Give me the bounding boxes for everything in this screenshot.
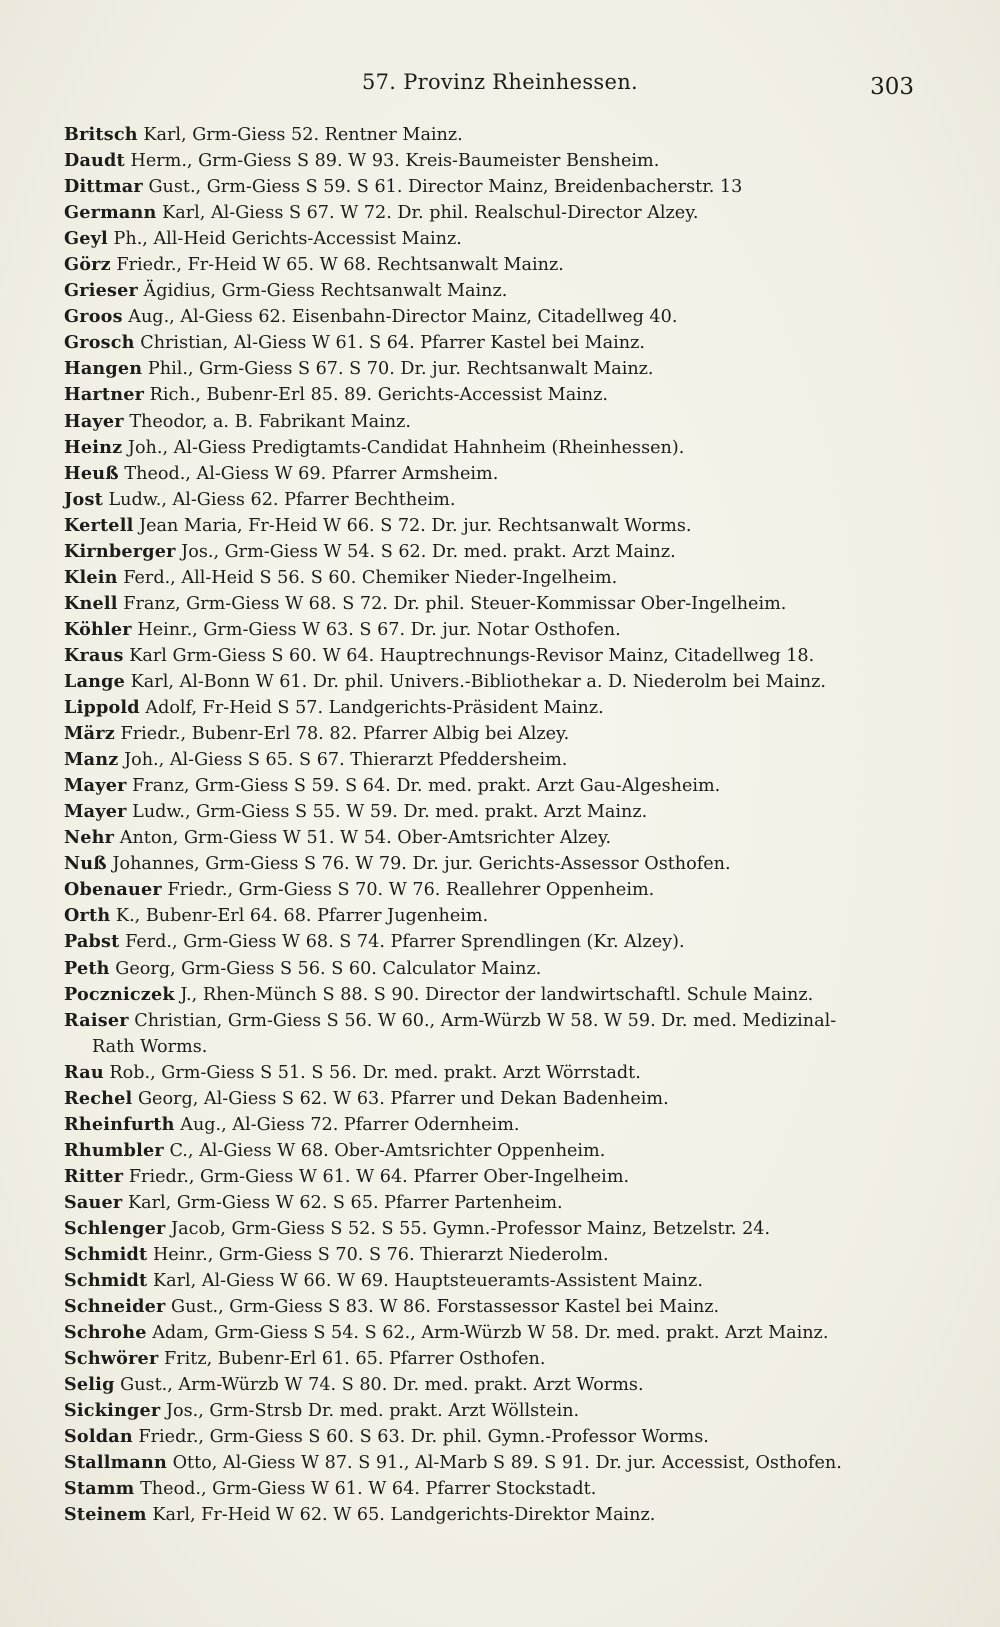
entry-details: Friedr., Grm-Giess S 70. W 76. Reallehrer Oppenheim. [167,880,655,901]
entry-surname: Orth [64,905,111,927]
entry-line [64,464,498,484]
entry-surname: Jost [64,488,103,510]
entry-surname: Lange [64,670,126,692]
entry-surname: Manz [64,749,119,771]
entry-surname: Pabst [64,931,120,953]
entry-details: Gust., Grm-Giess S 59. S 61. Director Mainz, Breidenbacherstr. 13 [148,177,743,198]
entry-surname: Grosch [64,332,135,354]
entry-details: Theod., Al-Giess W 69. Pfarrer Armsheim. [124,463,499,484]
entry-line [64,1505,655,1525]
entry-details: Franz, Grm-Giess S 59. S 64. Dr. med. prakt. Arzt Gau-Algesheim. [132,776,721,797]
entry-surname: Stallmann [64,1452,167,1474]
entry-continuation: Rath Worms. [92,1036,208,1057]
list-item [64,1424,934,1450]
entry-surname: Rechel [64,1087,133,1109]
entry-line [64,438,684,458]
entry-details: Georg, Grm-Giess S 56. S 60. Calculator Mainz. [115,958,542,979]
entry-details: Phil., Grm-Giess S 67. S 70. Dr. jur. Rechtsanwalt Mainz. [147,359,654,380]
entry-surname: Schwörer [64,1348,159,1370]
entry-surname: Daudt [64,150,125,172]
entry-line [64,828,611,848]
entry-details: Jos., Grm-Strsb Dr. med. prakt. Arzt Wöllstein. [165,1401,580,1422]
list-item [64,278,934,304]
list-item [64,200,934,226]
entry-line [64,854,731,874]
entry-details: Theod., Grm-Giess W 61. W 64. Pfarrer Stockstadt. [140,1479,597,1500]
entry-surname: Mayer [64,775,127,797]
entry-details: Rich., Bubenr-Erl 85. 89. Gerichts-Accessist Mainz. [149,385,609,406]
entry-line [64,932,685,952]
entry-details: Theodor, a. B. Fabrikant Mainz. [129,411,411,432]
entry-surname: Görz [64,254,111,276]
entry-line [64,1375,644,1395]
entry-details: Karl Grm-Giess S 60. W 64. Hauptrechnungs-Revisor Mainz, Citadellweg 18. [129,645,815,666]
list-item [64,226,934,252]
list-item [64,877,934,903]
list-item [64,1060,934,1086]
entry-details: Aug., Al-Giess 72. Pfarrer Odernheim. [180,1114,520,1135]
entry-line [64,802,647,822]
entry-details: Franz, Grm-Giess W 68. S 72. Dr. phil. Steuer-Kommissar Ober-Ingelheim. [123,593,787,614]
entry-surname: Raiser [64,1009,129,1031]
entry-details: Karl, Al-Giess W 66. W 69. Hauptsteueramts-Assistent Mainz. [152,1271,703,1292]
entry-surname: Obenauer [64,879,162,901]
list-item [64,1242,934,1268]
list-item [64,1138,934,1164]
entry-line [64,620,621,640]
entry-line [64,724,569,744]
entry-details: Joh., Al-Giess S 65. S 67. Thierarzt Pfeddersheim. [124,750,568,771]
entry-line [64,1063,641,1083]
list-item [64,1294,934,1320]
entry-details: Gust., Grm-Giess S 83. W 86. Forstassessor Kastel bei Mainz. [171,1297,720,1318]
entry-surname: Groos [64,306,123,328]
entry-line [64,750,567,770]
list-item [64,122,934,148]
entry-details: Karl, Fr-Heid W 62. W 65. Landgerichts-Direktor Mainz. [152,1505,656,1526]
entry-line [64,1245,609,1265]
entry-line [64,1141,605,1161]
entry-line [64,1193,563,1213]
list-item [64,721,934,747]
entry-details: C., Al-Giess W 68. Ober-Amtsrichter Oppenheim. [169,1140,606,1161]
entry-line [64,1219,770,1239]
entry-details: J., Rhen-Münch S 88. S 90. Director der landwirtschaftl. Schule Mainz. [180,984,814,1005]
entry-line [64,672,826,692]
entry-details: Anton, Grm-Giess W 51. W 54. Ober-Amtsrichter Alzey. [119,828,612,849]
list-item [64,461,934,487]
entry-line [64,985,813,1005]
entry-line [64,255,564,275]
list-item [64,1112,934,1138]
entry-details: Karl, Grm-Giess 52. Rentner Mainz. [143,125,463,145]
list-item [64,982,934,1008]
entry-surname: Nuß [64,853,107,875]
entry-line [64,1167,629,1187]
entry-surname: Selig [64,1374,115,1396]
list-item [64,304,934,330]
list-item [64,773,934,799]
entry-surname: Peth [64,957,110,979]
list-item [64,929,934,955]
entry-line [64,568,617,588]
entry-details: Friedr., Grm-Giess W 61. W 64. Pfarrer Ober-Ingelheim. [128,1166,630,1187]
entry-line [64,151,659,171]
entry-line [64,359,654,379]
list-item [64,1372,934,1398]
entry-line [64,1479,596,1499]
entry-surname: Ritter [64,1165,124,1187]
entry-surname: Geyl [64,228,108,250]
list-item [64,382,934,408]
entry-line [64,1323,828,1343]
entry-surname: Heinz [64,436,123,458]
entry-line [64,906,488,926]
entry-surname: Grieser [64,280,138,302]
entry-details: Friedr., Grm-Giess S 60. S 63. Dr. phil. Gymn.-Professor Worms. [138,1427,709,1448]
entry-details: Christian, Grm-Giess S 56. W 60., Arm-Würzb W 58. W 59. Dr. med. Medizinal- [134,1010,837,1031]
list-item [64,799,934,825]
running-head: 57. Provinz Rheinhessen. [361,70,639,94]
list-item [64,174,934,200]
entry-surname: Lippold [64,697,140,719]
entry-surname: Germann [64,202,157,224]
entry-surname: Soldan [64,1426,133,1448]
entry-details: Christian, Al-Giess W 61. S 64. Pfarrer Kastel bei Mainz. [140,333,645,354]
entry-details: Jacob, Grm-Giess S 52. S 55. Gymn.-Professor Mainz, Betzelstr. 24. [171,1218,771,1239]
entry-details: Herm., Grm-Giess S 89. W 93. Kreis-Baumeister Bensheim. [130,151,660,172]
entry-surname: Hartner [64,384,145,406]
list-item [64,252,934,278]
entry-surname: Steinem [64,1504,147,1526]
entry-surname: Klein [64,566,118,588]
entry-surname: Sauer [64,1191,123,1213]
list-item [64,565,934,591]
page-number: 303 [870,74,914,100]
list-item [64,643,934,669]
list-item [64,1502,934,1528]
entry-line [64,125,463,145]
list-item [64,435,934,461]
entry-details: Rob., Grm-Giess S 51. S 56. Dr. med. prakt. Arzt Wörrstadt. [109,1062,641,1083]
entry-surname: Hayer [64,410,124,432]
entry-surname: Rhumbler [64,1139,164,1161]
list-item [64,617,934,643]
entry-surname: Britsch [64,124,138,145]
entry-details: Aug., Al-Giess 62. Eisenbahn-Director Mainz, Citadellweg 40. [128,307,678,328]
entry-surname: Schrohe [64,1322,147,1344]
entry-line [64,880,654,900]
entry-details: Ferd., Grm-Giess W 68. S 74. Pfarrer Sprendlingen (Kr. Alzey). [125,932,685,953]
entry-details: Adam, Grm-Giess S 54. S 62., Arm-Würzb W 58. Dr. med. prakt. Arzt Mainz. [152,1323,829,1344]
list-item [64,1190,934,1216]
list-item [64,539,934,565]
entry-details: Ferd., All-Heid S 56. S 60. Chemiker Nieder-Ingelheim. [123,567,618,588]
list-item [64,409,934,435]
entry-line [64,516,691,536]
entry-details: Karl, Al-Giess S 67. W 72. Dr. phil. Realschul-Director Alzey. [162,203,699,224]
list-item [64,669,934,695]
entry-details: Otto, Al-Giess W 87. S 91., Al-Marb S 89. S 91. Dr. jur. Accessist, Osthofen. [172,1453,842,1474]
entry-line [64,385,608,405]
entry-surname: Rheinfurth [64,1113,175,1135]
entry-line [64,1349,545,1369]
list-item [64,903,934,929]
entry-details: Heinr., Grm-Giess S 70. S 76. Thierarzt Niederolm. [152,1245,609,1266]
entry-line [64,542,676,562]
list-item [64,487,934,513]
list-item [64,1008,934,1060]
entry-details: K., Bubenr-Erl 64. 68. Pfarrer Jugenheim. [115,906,489,927]
list-item [64,513,934,539]
entry-surname: März [64,723,115,745]
entry-surname: Poczniczek [64,983,175,1005]
entry-details: Ludw., Al-Giess 62. Pfarrer Bechtheim. [108,489,456,510]
entry-details: Karl, Grm-Giess W 62. S 65. Pfarrer Partenheim. [127,1192,563,1213]
entry-line [64,776,720,796]
entry-line [64,203,698,223]
entry-surname: Sickinger [64,1400,161,1422]
entry-details: Jean Maria, Fr-Heid W 66. S 72. Dr. jur. Rechtsanwalt Worms. [139,515,692,536]
entry-line [64,1271,703,1291]
list-item [64,1450,934,1476]
entry-surname: Knell [64,592,118,614]
entry-line [64,177,742,197]
entry-line [64,1008,934,1034]
entry-surname: Schmidt [64,1244,148,1266]
list-item [64,1476,934,1502]
list-item [64,747,934,773]
entry-line [64,412,411,432]
entry-surname: Kertell [64,514,134,536]
entry-surname: Stamm [64,1478,135,1500]
list-item [64,851,934,877]
entry-line [64,307,677,327]
list-item [64,1086,934,1112]
list-item [64,591,934,617]
entry-surname: Kirnberger [64,540,176,562]
entry-surname: Nehr [64,827,115,849]
entry-details: Fritz, Bubenr-Erl 61. 65. Pfarrer Osthofen. [164,1349,546,1370]
entry-line [64,1401,579,1421]
list-item [64,1216,934,1242]
entry-details: Ägidius, Grm-Giess Rechtsanwalt Mainz. [143,281,508,302]
entry-details: Adolf, Fr-Heid S 57. Landgerichts-Präsident Mainz. [145,698,604,719]
entry-line [64,1453,842,1473]
entry-line [64,1297,719,1317]
entry-surname: Mayer [64,801,127,823]
entry-line [64,1427,709,1447]
entry-line [64,490,455,510]
list-item [64,1268,934,1294]
entry-line [64,594,786,614]
entry-line [64,229,462,249]
entry-details: Ludw., Grm-Giess S 55. W 59. Dr. med. prakt. Arzt Mainz. [132,802,648,823]
entry-details: Ph., All-Heid Gerichts-Accessist Mainz. [113,229,462,250]
entry-list [64,122,934,1529]
entry-line [64,1115,519,1135]
list-item [64,695,934,721]
list-item [64,356,934,382]
list-item [64,1320,934,1346]
entry-surname: Heuß [64,462,119,484]
entry-details: Georg, Al-Giess S 62. W 63. Pfarrer und Dekan Badenheim. [138,1088,669,1109]
entry-details: Karl, Al-Bonn W 61. Dr. phil. Univers.-Bibliothekar a. D. Niederolm bei Mainz. [130,671,826,692]
entry-details: Gust., Arm-Würzb W 74. S 80. Dr. med. prakt. Arzt Worms. [120,1375,644,1396]
entry-line [64,333,645,353]
list-item [64,1346,934,1372]
list-item [64,1398,934,1424]
entry-line [64,281,507,301]
entry-line [64,646,814,666]
list-item [64,330,934,356]
list-item [64,956,934,982]
entry-surname: Rau [64,1061,104,1083]
entry-surname: Schneider [64,1296,166,1318]
entry-surname: Dittmar [64,176,143,198]
entry-details: Joh., Al-Giess Predigtamts-Candidat Hahnheim (Rheinhessen). [127,437,685,458]
entry-details: Friedr., Bubenr-Erl 78. 82. Pfarrer Albig bei Alzey. [120,724,570,745]
entry-line [64,1089,669,1109]
entry-surname: Kraus [64,644,124,666]
entry-line [64,959,541,979]
entry-surname: Hangen [64,358,143,380]
entry-details: Heinr., Grm-Giess W 63. S 67. Dr. jur. Notar Osthofen. [137,619,621,640]
entry-surname: Schlenger [64,1217,166,1239]
entry-details: Johannes, Grm-Giess S 76. W 79. Dr. jur. Gerichts-Assessor Osthofen. [112,854,731,875]
entry-details: Jos., Grm-Giess W 54. S 62. Dr. med. prakt. Arzt Mainz. [181,541,676,562]
list-item [64,148,934,174]
list-item [64,1164,934,1190]
entry-details: Friedr., Fr-Heid W 65. W 68. Rechtsanwalt Mainz. [116,255,564,276]
entry-line [64,698,604,718]
entry-surname: Schmidt [64,1270,148,1292]
entry-surname: Köhler [64,618,132,640]
list-item [64,825,934,851]
